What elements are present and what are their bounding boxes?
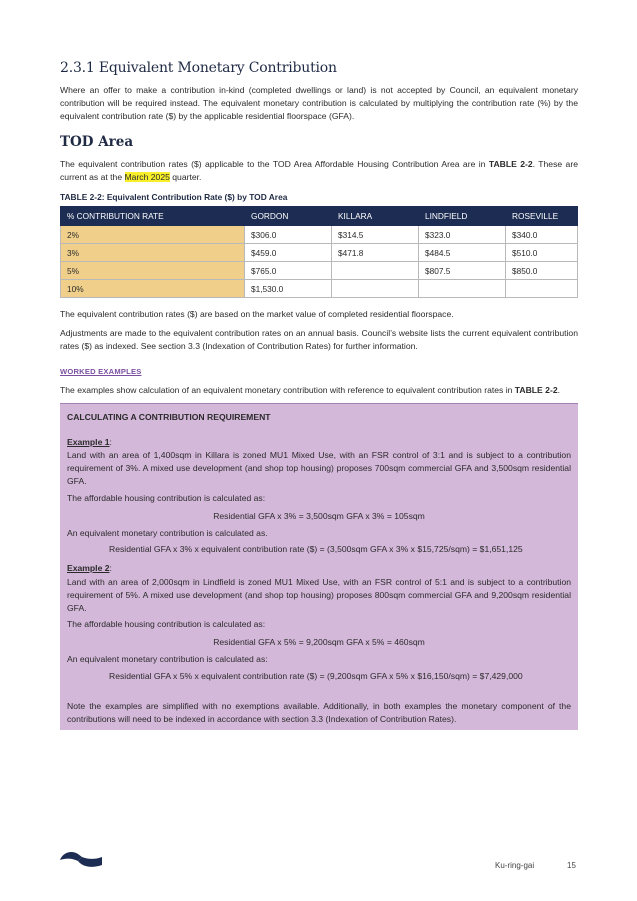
example-2-line-1: The affordable housing contribution is calculated as: xyxy=(67,619,266,629)
adjustments-paragraph: Adjustments are made to the equivalent contribution rates on an annual basis. Council’s website lists the current equivalent contribution rates ($) as indexed. See section 3.3 (Indexation of Contribution Rates) for further information. xyxy=(60,328,578,351)
table-cell: $1,530.0 xyxy=(245,280,332,298)
table-row xyxy=(61,262,578,280)
tod-paragraph: The equivalent contribution rates ($) applicable to the TOD Area Affordable Housing Contribution Area are in TABLE 2-2. These are current as at the March 2025 quarter. xyxy=(60,159,578,182)
header-cell: ROSEVILLE xyxy=(506,207,578,226)
box-note: Note the examples are simplified with no exemptions available. Additionally, in both examples the monetary component of the contributions will need to be indexed in accordance with section 3.3 (Indexation of Contribution Rates). xyxy=(67,701,571,724)
market-value-paragraph: The equivalent contribution rates ($) are based on the market value of completed residential floorspace. xyxy=(60,309,454,319)
kuringgai-logo-icon xyxy=(60,850,102,870)
highlighted-date: March 2025 xyxy=(124,172,170,182)
section-heading: 2.3.1 Equivalent Monetary Contribution xyxy=(60,60,337,76)
intro-paragraph: Where an offer to make a contribution in-kind (completed dwellings or land) is not accepted by Council, an equivalent monetary contribution will be required instead. The equivalent monetary contribution is calculated by multiplying the contribution rate (%) by the equivalent contribution rate ($) by the applicable residential floorspace (GFA). xyxy=(60,85,578,121)
tod-heading: TOD Area xyxy=(60,134,134,150)
table-cell: $765.0 xyxy=(245,262,332,280)
example-1-formula-1: Residential GFA x 3% = 3,500sqm GFA x 3% = 105sqm xyxy=(213,511,425,521)
table-row xyxy=(61,244,578,262)
worked-examples-link[interactable]: WORKED EXAMPLES xyxy=(60,367,142,376)
example-2-heading: Example 2: xyxy=(67,563,112,573)
table-cell: $306.0 xyxy=(245,226,332,244)
table-cell xyxy=(332,280,419,298)
example-1-heading: Example 1: xyxy=(67,437,112,447)
table-cell: $459.0 xyxy=(245,244,332,262)
rate-cell: 2% xyxy=(61,226,245,244)
example-2-line-2: An equivalent monetary contribution is calculated as: xyxy=(67,654,268,664)
table-header-row xyxy=(61,207,578,226)
worked-intro-paragraph: The examples show calculation of an equivalent monetary contribution with reference to equivalent contribution rates in TABLE 2-2. xyxy=(60,385,560,395)
worked-example-box xyxy=(60,403,578,730)
rate-cell: 3% xyxy=(61,244,245,262)
example-1-formula-2: Residential GFA x 3% x equivalent contribution rate ($) = (3,500sqm GFA x 3% x $15,725/sqm) = $1,651,125 xyxy=(109,544,523,554)
table-caption: TABLE 2-2: Equivalent Contribution Rate ($) by TOD Area xyxy=(60,192,288,202)
table-cell: $510.0 xyxy=(506,244,578,262)
page-number: 15 xyxy=(567,861,576,870)
example-1-text: Land with an area of 1,400sqm in Killara is zoned MU1 Mixed Use, with an FSR control of 3:1 and is subject to a contribution requirement of 3%. A mixed use development (and shop top housing) proposes 700sqm commercial GFA and 3,500sqm residential GFA. xyxy=(67,450,571,486)
table-cell: $850.0 xyxy=(506,262,578,280)
example-2-formula-1: Residential GFA x 5% = 9,200sqm GFA x 5% = 460sqm xyxy=(213,637,425,647)
table-cell xyxy=(506,280,578,298)
table-cell: $340.0 xyxy=(506,226,578,244)
table-cell: $807.5 xyxy=(419,262,506,280)
footer-organisation: Ku-ring-gai xyxy=(495,861,535,870)
contribution-rate-table xyxy=(60,206,578,298)
header-cell: GORDON xyxy=(245,207,332,226)
table-cell xyxy=(332,262,419,280)
example-1-line-1: The affordable housing contribution is calculated as: xyxy=(67,493,266,503)
rate-cell: 5% xyxy=(61,262,245,280)
example-2-formula-2: Residential GFA x 5% x equivalent contribution rate ($) = (9,200sqm GFA x 5% x $16,150/sqm) = $7,429,000 xyxy=(109,671,523,681)
box-title: CALCULATING A CONTRIBUTION REQUIREMENT xyxy=(67,412,271,422)
header-cell: % CONTRIBUTION RATE xyxy=(61,207,245,226)
table-row xyxy=(61,226,578,244)
header-cell: LINDFIELD xyxy=(419,207,506,226)
rate-cell: 10% xyxy=(61,280,245,298)
example-2-text: Land with an area of 2,000sqm in Lindfield is zoned MU1 Mixed Use, with an FSR control of 5:1 and is subject to a contribution requirement of 5%. A mixed use development (and shop top housing) proposes 800sqm commercial GFA and 9,200sqm residential GFA. xyxy=(67,577,571,613)
table-cell: $323.0 xyxy=(419,226,506,244)
example-1-line-2: An equivalent monetary contribution is calculated as. xyxy=(67,528,268,538)
header-cell: KILLARA xyxy=(332,207,419,226)
table-reference: TABLE 2-2 xyxy=(488,159,533,169)
table-cell: $484.5 xyxy=(419,244,506,262)
table-cell xyxy=(419,280,506,298)
table-row xyxy=(61,280,578,298)
table-reference: TABLE 2-2 xyxy=(514,385,558,395)
table-cell: $471.8 xyxy=(332,244,419,262)
table-cell: $314.5 xyxy=(332,226,419,244)
